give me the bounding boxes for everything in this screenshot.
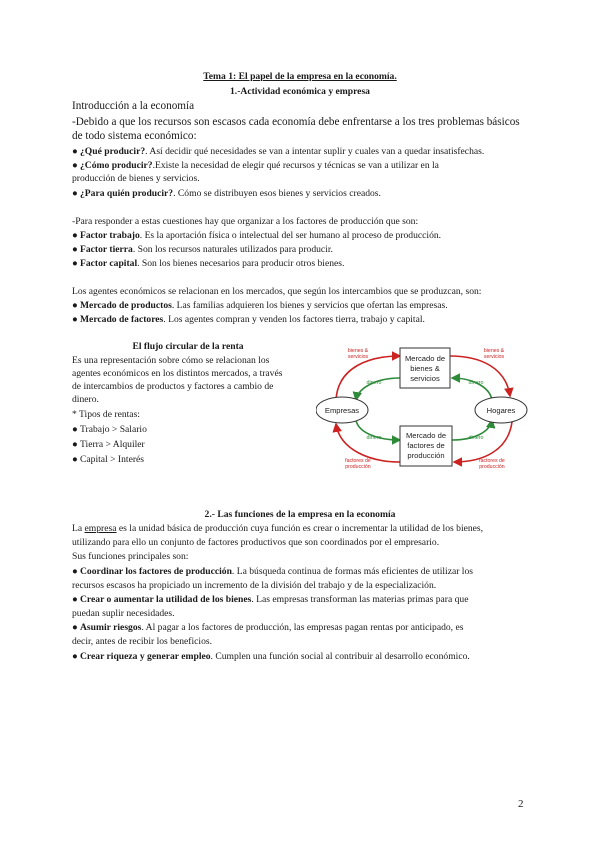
empresa-link[interactable]: empresa [84,523,117,534]
bullet: ● [72,300,78,311]
factor-2 [72,244,333,256]
factors-label-br-1: factores de [479,458,505,464]
question-2 [72,160,439,172]
bullet: ● [72,258,78,269]
factor-1 [72,230,441,242]
question-2-term: ¿Cómo producir? [80,160,153,171]
goods-label-tl-2: servicios [347,354,369,360]
flow-heading: El flujo circular de la renta [132,341,244,352]
rent-1-text: Trabajo > Salario [80,424,147,435]
rent-2 [72,439,145,451]
factor-2-term: Factor tierra [80,244,133,255]
arrow-factors-to-market [454,422,512,462]
flow-line-1: Es una representación sobre cómo se relacionan los [72,355,270,366]
bullet: ● [72,244,78,255]
goods-label-tl-1: bienes & [347,348,369,354]
function-1-term: Coordinar los factores de producción [80,566,232,577]
flow-line-2: agentes económicos en los distintos mercados, a través [72,368,283,379]
bullet: ● [72,230,78,241]
factors-label-bl-1: factores de [345,458,371,464]
function-4-term: Crear riqueza y generar empleo [80,651,211,662]
function-3-term: Asumir riesgos [80,622,142,633]
market-2 [72,314,425,326]
money-label-bl: dinero [366,435,382,441]
main-functions-lead: Sus funciones principales son: [72,551,189,562]
goods-label-tr-1: bienes & [483,348,505,354]
market-1 [72,300,448,312]
money-label-tr: dinero [468,380,484,386]
factor-3-term: Factor capital [80,258,138,269]
factor-1-text: . Es la aportación física o intelectual del ser humano al proceso de producción. [139,230,442,241]
function-2 [72,594,469,606]
markets-lead: Los agentes económicos se relacionan en los mercados, que según los intercambios que se produzcan, son: [72,286,482,297]
factors-label-bl-2: producción [345,464,371,470]
question-1-text: . Así decidir qué necesidades se van a intentar suplir y cuales van a quedar insatisfechas. [145,146,485,157]
bullet: ● [72,439,78,450]
function-3-text: . Al pagar a los factores de producción, las empresas pagan rentas por anticipado, es [141,622,464,633]
intro-heading: Introducción a la economía [72,100,195,112]
bullet: ● [72,566,78,577]
intro-line-1: -Debido a que los recursos son escasos cada economía debe enfrentarse a los tres problemas básicos [72,116,520,128]
bullet: ● [72,188,78,199]
market-2-term: Mercado de factores [80,314,164,325]
goods-market-label-3: servicios [410,374,440,383]
section-2-para-1 [72,523,483,535]
bullet: ● [72,454,78,465]
function-2-cont: puedan suplir necesidades. [72,608,175,619]
bullet: ● [72,594,78,605]
market-1-text: . Las familias adquieren los bienes y servicios que ofertan las empresas. [171,300,448,311]
firms-label: Empresas [324,406,360,415]
function-1-text: . La búsqueda continua de formas más eficientes de utilizar los [231,566,474,577]
intro-line-2: de todo sistema económico: [72,130,197,142]
function-1-cont: recursos escasos ha propiciado un incremento de la división del trabajo y de la especialización. [72,580,437,591]
para-1-start: La [72,523,85,534]
page-number: 2 [518,798,524,810]
section-2-title: 2.- Las funciones de la empresa en la economía [204,509,396,520]
flow-line-3: de intercambios de productos y factores a cambio de [72,381,274,392]
para-1-rest: es la unidad básica de producción cuya función es crear o incrementar la utilidad de los bienes, [116,523,484,534]
factor-1-term: Factor trabajo [80,230,140,241]
households-label: Hogares [486,406,516,415]
market-1-term: Mercado de productos [80,300,172,311]
market-2-text: . Los agentes compran y venden los factores tierra, trabajo y capital. [163,314,425,325]
flow-line-4: dinero. [72,394,99,405]
question-2-text: .Existe la necesidad de elegir qué recursos y técnicas se van a utilizar en la [152,160,439,171]
question-3-term: ¿Para quién producir? [80,188,174,199]
rent-1 [72,424,147,436]
function-3-cont: decir, antes de recibir los beneficios. [72,636,212,647]
rent-3-text: Capital > Interés [80,454,145,465]
goods-label-tr-2: servicios [483,354,505,360]
factor-3 [72,258,344,270]
factor-market-label-1: Mercado de [405,431,447,440]
question-3-text: . Cómo se distribuyen esos bienes y servicios creados. [173,188,381,199]
section-1-title: 1.-Actividad económica y empresa [230,86,370,97]
function-2-term: Crear o aumentar la utilidad de los bienes [80,594,252,605]
doc-title: Tema 1: El papel de la empresa en la economía. [203,71,397,82]
question-1-term: ¿Qué producir? [80,146,146,157]
money-label-br: dinero [468,435,484,441]
rent-3 [72,454,144,466]
question-3 [72,188,381,200]
question-2-cont: producción de bienes y servicios. [72,173,200,184]
arrow-goods-to-households [450,356,510,396]
rent-2-text: Tierra > Alquiler [80,439,145,450]
factor-2-text: . Son los recursos naturales utilizados para producir. [132,244,333,255]
bullet: ● [72,651,78,662]
function-4 [72,651,470,663]
goods-market-label-2: bienes & [410,364,440,373]
function-4-text: . Cumplen una función social al contribuir al desarrollo económico. [210,651,470,662]
goods-market-label-1: Mercado de [404,354,446,363]
section-2-para-2: utilizando para ello un conjunto de factores productivos que son coordinados por el empresario. [72,537,440,548]
arrow-factors-to-firms [336,424,400,462]
function-1 [72,566,473,578]
factor-market-label-2: factores de [407,441,445,450]
function-3 [72,622,463,634]
rent-types-heading: * Tipos de rentas: [72,409,140,420]
bullet: ● [72,160,78,171]
function-2-text: . Las empresas transforman las materias primas para que [251,594,469,605]
bullet: ● [72,622,78,633]
bullet: ● [72,314,78,325]
factor-3-text: . Son los bienes necesarios para producir otros bienes. [137,258,345,269]
circular-flow-diagram [316,344,528,472]
money-label-tl: dinero [366,380,382,386]
factor-market-label-3: producción [407,451,445,460]
bullet: ● [72,146,78,157]
question-1 [72,146,484,158]
bullet: ● [72,424,78,435]
factors-label-br-2: producción [479,464,505,470]
factors-lead: -Para responder a estas cuestiones hay que organizar a los factores de producción que son: [72,216,419,227]
